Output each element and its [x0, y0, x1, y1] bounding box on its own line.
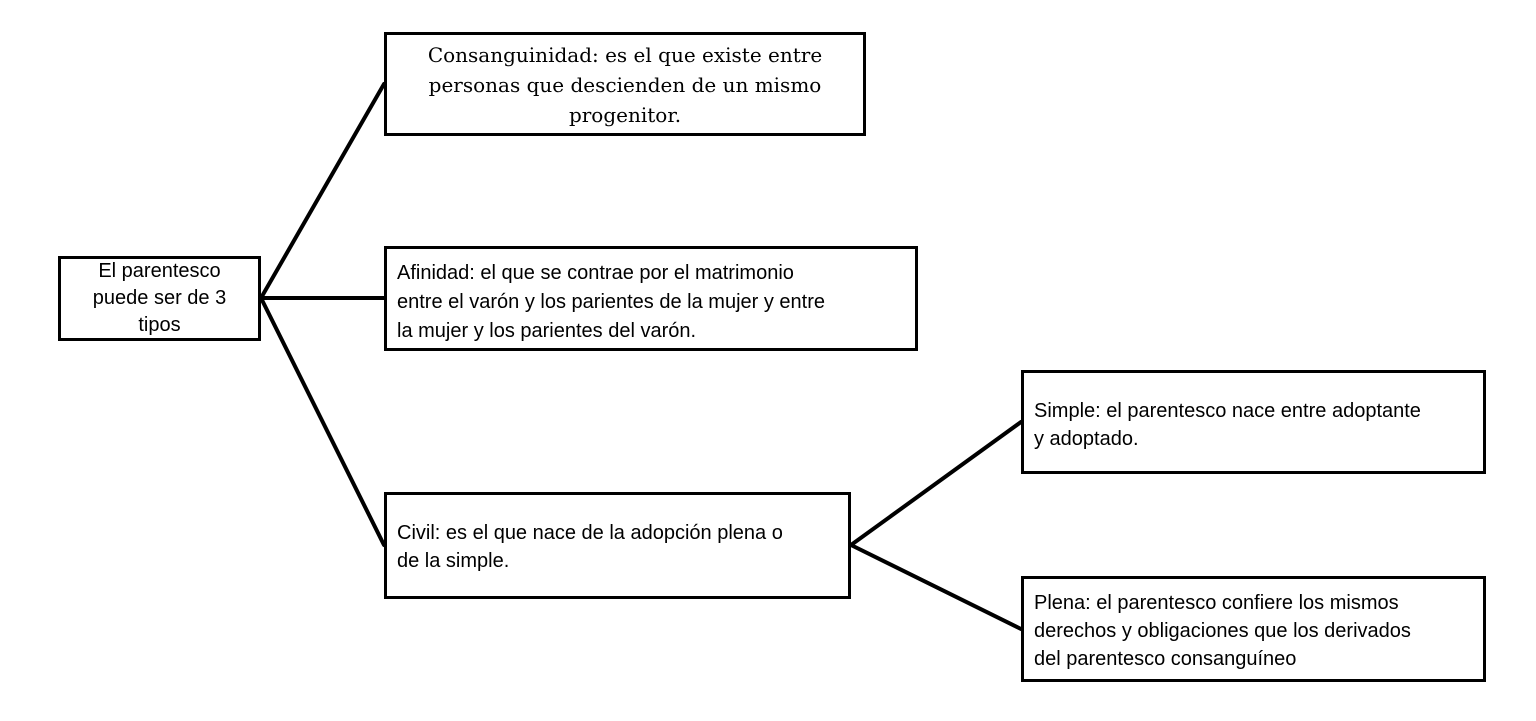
- node-root-line: El parentesco: [98, 260, 221, 282]
- node-plena-line: del parentesco consanguíneo: [1034, 648, 1297, 670]
- node-root-line: puede ser de 3: [92, 287, 227, 309]
- node-root-line: tipos: [138, 314, 181, 336]
- edge-root-civil: [261, 298, 384, 545]
- node-consanguinidad-line: personas que descienden de un mismo: [428, 73, 822, 97]
- node-plena-line: Plena: el parentesco confiere los mismos: [1034, 592, 1399, 614]
- node-civil: [384, 492, 851, 599]
- node-root-parentesco: [58, 256, 261, 341]
- node-root-text: [93, 258, 226, 339]
- node-simple-line: y adoptado.: [1034, 428, 1139, 450]
- node-afinidad: [384, 246, 918, 351]
- node-civil-line: de la simple.: [397, 550, 510, 572]
- edge-civil-simple: [851, 422, 1021, 545]
- node-afinidad-line: entre el varón y los parientes de la mujer y entre: [397, 291, 825, 313]
- node-civil-line: Civil: es el que nace de la adopción plena o: [397, 522, 783, 544]
- node-afinidad-line: la mujer y los parientes del varón.: [397, 320, 697, 342]
- node-consanguinidad-line: Consanguinidad: es el que existe entre: [427, 43, 823, 67]
- node-consanguinidad-line: progenitor.: [568, 103, 682, 127]
- edge-root-consanguinidad: [261, 84, 384, 298]
- node-plena-line: derechos y obligaciones que los derivados: [1034, 620, 1411, 642]
- node-afinidad-line: Afinidad: el que se contrae por el matrimonio: [397, 262, 794, 284]
- node-consanguinidad: [384, 32, 866, 136]
- node-plena: [1021, 576, 1486, 682]
- node-simple: [1021, 370, 1486, 474]
- edge-civil-plena: [851, 545, 1021, 629]
- node-simple-line: Simple: el parentesco nace entre adoptante: [1034, 400, 1421, 422]
